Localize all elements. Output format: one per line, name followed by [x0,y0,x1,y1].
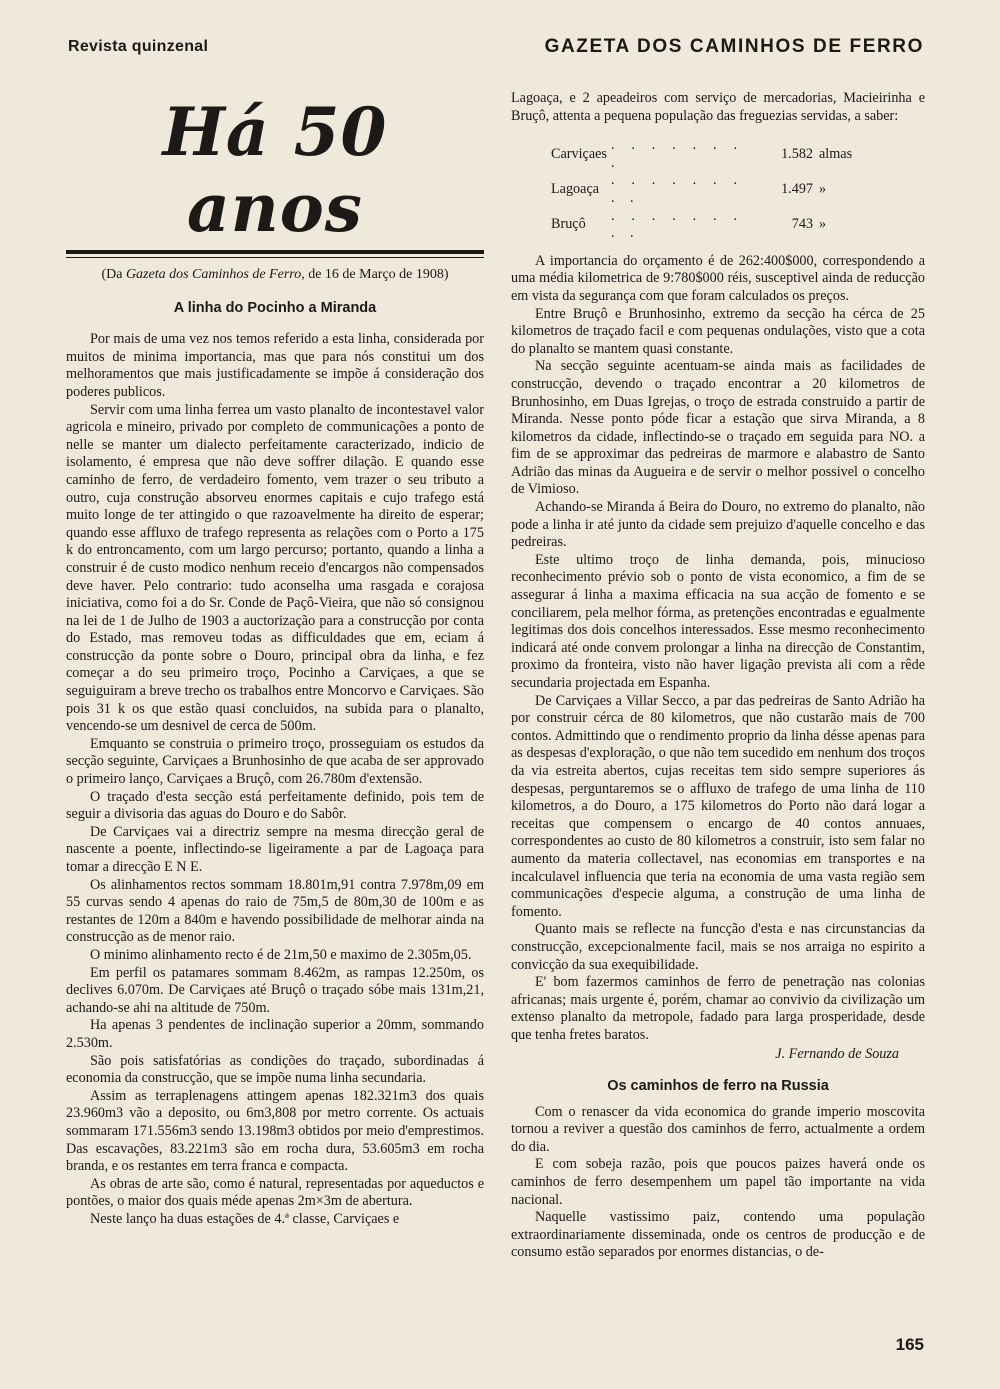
left-column-paragraph: São pois satisfatórias as condições do traçado, subordinadas á economia da construcção, que se impõe numa linha secundaria. [66,1052,484,1087]
source-publication: Gazeta dos Caminhos de Ferro, [125,267,305,282]
article-title: Há 50 anos [162,93,388,247]
population-unit: » [819,216,827,233]
population-value: 743 [791,216,813,233]
author-signature: J. Fernando de Souza [775,1046,899,1063]
population-place: Lagoaça [551,181,600,198]
left-column-body [66,331,484,1228]
left-column-paragraph: De Carviçaes vai a directriz sempre na mesma direcção geral de nascente a poente, inflectindo-se ligeiramente a par de Lagoaça para tomar a direcção E N E. [66,823,484,875]
russia-section-paragraph: E com sobeja razão, pois que poucos paizes haverá onde os caminhos de ferro desempenhem um papel tão importante na vida nacional. [511,1156,925,1208]
right-intro-paragraph: Lagoaça, e 2 apeadeiros com serviço de mercadorias, Macieirinha e Bruçô, attenta a pequena população das freguezias servidas, a saber: [511,90,925,124]
russia-section-paragraph: Com o renascer da vida economica do grande imperio moscovita tornou a reviver a questão dos caminhos de ferro, actualmente a ordem do dia. [511,1103,925,1155]
left-column-paragraph: Emquanto se construia o primeiro troço, prosseguiam os estudos da secção seguinte, Carviçaes a Brunhosinho de que acaba de ser approvado o primeiro lanço, Carviçaes a Bruçô, com 26.780m d'extensão. [66,735,484,788]
page-number: 165 [895,1335,924,1354]
population-place: Bruçô [551,216,586,233]
population-dots: . . . . . . . . . [610,207,743,242]
left-column-paragraph: Em perfil os patamares sommam 8.462m, as rampas 12.250m, os declives 6.070m. De Carviçaes até Bruçô o traçado sóbe mais 131m,21, achando-se ahi na altitude de 750m. [66,964,484,1016]
right-column-paragraph: Quanto mais se reflecte na funcção d'esta e nas circunstancias da construcção, excepcionalmente facil, mais se nos arraiga no espirito a convicção da sua exequibilidade. [511,921,925,973]
right-column [511,90,925,1262]
left-column-paragraph: Ha apenas 3 pendentes de inclinação superior a 20mm, sommando 2.530m. [66,1017,484,1051]
population-dots: . . . . . . . . [610,137,743,171]
population-place: Carviçaes [551,145,607,162]
source-date: de 16 de Março de 1908) [304,267,449,282]
article-title-block [66,94,484,246]
population-value: 1.582 [781,145,813,162]
population-table [551,137,871,243]
population-value: 1.497 [781,181,813,198]
left-column-paragraph: As obras de arte são, como é natural, representadas por aqueductos e pontões, o maior dos quais méde apenas 2m×3m de abertura. [66,1175,484,1210]
population-unit: » [819,181,827,198]
left-column-paragraph: Assim as terraplenagens attingem apenas 182.321m3 dos quais 23.960m3 vão a deposito, ou 6m3,808 por metro corrente. Os actuais sommaram 171.556m3 sendo 13.198m3 obtidos por meio d'emprestimos. Das escavações, 83.221m3 são em rocha dura, 53.605m3 em rocha branda, e os restantes em terra franca e compacta. [66,1087,484,1175]
left-column-paragraph: Por mais de uma vez nos temos referido a esta linha, considerada por muitos de minima importancia, mas que para nós constitui um dos melhoramentos que mais justificadamente se impõe á consideração dos poderes publicos. [66,331,484,400]
right-column-paragraph: A importancia do orçamento é de 262:400$000, correspondendo a uma média kilometrica de 9:780$000 réis, susceptivel ainda de reducção em vista da segurança com que foram calculados os preços. [511,252,925,304]
left-column-paragraph: Neste lanço ha duas estações de 4.ª classe, Carviçaes e [90,1210,400,1227]
russia-section-paragraph: Naquelle vastissimo paiz, contendo uma população extraordinariamente disseminada, onde os centros de producção e de consumo estão separados por enormes distancias, o de- [511,1209,925,1261]
left-column-paragraph: Servir com uma linha ferrea um vasto planalto de incontestavel valor agricola e mineiro, privado por completo de communicações a ponto de nelle se manter um dialecto perfeitamente caracterizado, indicio de isolamento, é empresa que não deve soffrer dilação. E quando esse caminho de ferro, de verdadeiro fomento, vem trazer o seu tributo a outro, cuja construção absorveu enormes capitais e cujo trafego está muito longe de ter attingido o que razoavelmente ha direito de esperar; quando esse affluxo de trafego representa as relações com o Porto a 175 k do entroncamento, com um largo percurso; portanto, quando a linha a construir é de custo modico nenhum receio d'encargos não compensados deve haver. Pelo contrario: tudo aconselha uma rasgada e corajosa iniciativa, como foi a do Sr. Conde de Paçô-Vieira, que não só consignou na lei de 1 de Julho de 1903 a auctorização para a construcção por conta do Estado, mas removeu todas as difficuldades que em, eciam á construcção da ponte sobre o Douro, principal obra da linha, e fez começar a do seu primeiro troço, Pocinho a Carviçaes, a que se seguiguiram a breve trecho os trabalhos entre Moncorvo e Carviçaes. São pois 31 k os que estão quasi concluidos, na subida para o planalto, vencendo-se um desnivel de cerca de 500m. [66,401,484,735]
population-dots: . . . . . . . . . [610,172,743,206]
right-column-body [511,253,925,1045]
left-column [66,90,484,1228]
population-row [551,208,871,243]
population-unit: almas [819,145,853,162]
magazine-frequency-label: Revista quinzenal [68,38,209,55]
section-heading-pocinho-miranda: A linha do Pocinho a Miranda [173,299,377,316]
right-column-paragraph: De Carviçaes a Villar Secco, a par das pedreiras de Santo Adrião ha por construir cérca de 80 kilometros, que não custarão mais de 700 contos. Admittindo que o rendimento proprio da linha désse apenas para as despesas d'exploração, o que não tem sucedido em nenhum dos troços da via estreita abertos, cujas receitas tem sido sempre superiores ás despesas, perguntaremos se o affluxo de trafego de uma linha de 110 kilometros, a do Douro, a 175 kilometros do Porto não dará logar a receitas que compensem o encargo de 40 contos annuaes, correspondentes ao custo de 80 kilometros a construir, isto sem falar no aumento da materia collectavel, nas economias em transportes e na incalculavel influencia que teria na economia de uma vasta região sem communicações d'especie alguma, a construção de uma linha de fomento. [511,692,925,920]
source-prefix: (Da [101,267,126,282]
right-column-paragraph: Achando-se Miranda á Beira do Douro, no extremo do planalto, não pode a linha ir até junto da cidade sem prejuizo d'aquelle concelho e das pedreiras. [511,499,925,551]
section-heading-russia: Os caminhos de ferro na Russia [607,1078,829,1095]
title-rule-thin [66,257,484,258]
magazine-title: GAZETA DOS CAMINHOS DE FERRO [544,36,924,57]
right-column-paragraph: Na secção seguinte acentuam-se ainda mais as facilidades de construcção, devendo o traçado encontrar a 20 kilometros de Brunhosinho, em Duas Igrejas, o troço de estrada construido a partir de Miranda. Nesse ponto póde ficar a estação que sirva Miranda, a 8 kilometros da cidade, inflectindo-se o traçado em seguida para NO. a fim de se approximar das pedreiras de marmore e alabastro de Santo Adrião das minas da Augueira e de servir o melhor possivel o concelho de Vimioso. [511,358,925,498]
left-column-paragraph: Os alinhamentos rectos sommam 18.801m,91 contra 7.978m,09 em 55 curvas sendo 4 apenas do raio de 75m,5 de 80m,30 de 100m e as restantes de 120m a 840m e havendo possibilidade de melhorar ainda na construcção as de menor raio. [66,876,484,946]
right-column-paragraph: Este ultimo troço de linha demanda, pois, minucioso reconhecimento prévio sob o ponto de vista economico, a fim de se assegurar á linha a maxima efficacia na sua acção de fomento e se conciliarem, pela melhor fórma, as pretenções encontradas e egualmente legitimas dos dois concelhos interessados. Esse mesmo reconhecimento indicará até onde convem prolongar a linha na direcção de Constantim, proximo da fronteira, visto não haver ligação prevista ali com a rêde secundaria projectada em Espanha. [511,551,925,691]
population-row [551,172,871,207]
left-column-paragraph: O minimo alinhamento recto é de 21m,50 e maximo de 2.305m,05. [90,946,472,963]
right-column-paragraph: E' bom fazermos caminhos de ferro de penetração nas colonias africanas; mais urgente é, porém, chamar ao convivio da civilização um extenso planalto da metropole, fadado para larga prosperidade, desde que tenha fretes baratos. [511,974,925,1043]
population-row [551,137,871,172]
russia-section-body [511,1104,925,1262]
left-column-paragraph: O traçado d'esta secção está perfeitamente definido, pois tem de seguir a divisoria das aguas do Douro e do Sabôr. [66,788,484,823]
right-column-paragraph: Entre Bruçô e Brunhosinho, extremo da secção ha cérca de 25 kilometros de traçado facil e com pequenas ondulações, visto que a cota do planalto se mantem quasi constante. [511,305,925,357]
source-citation [66,266,484,284]
title-rule-thick [66,250,484,254]
